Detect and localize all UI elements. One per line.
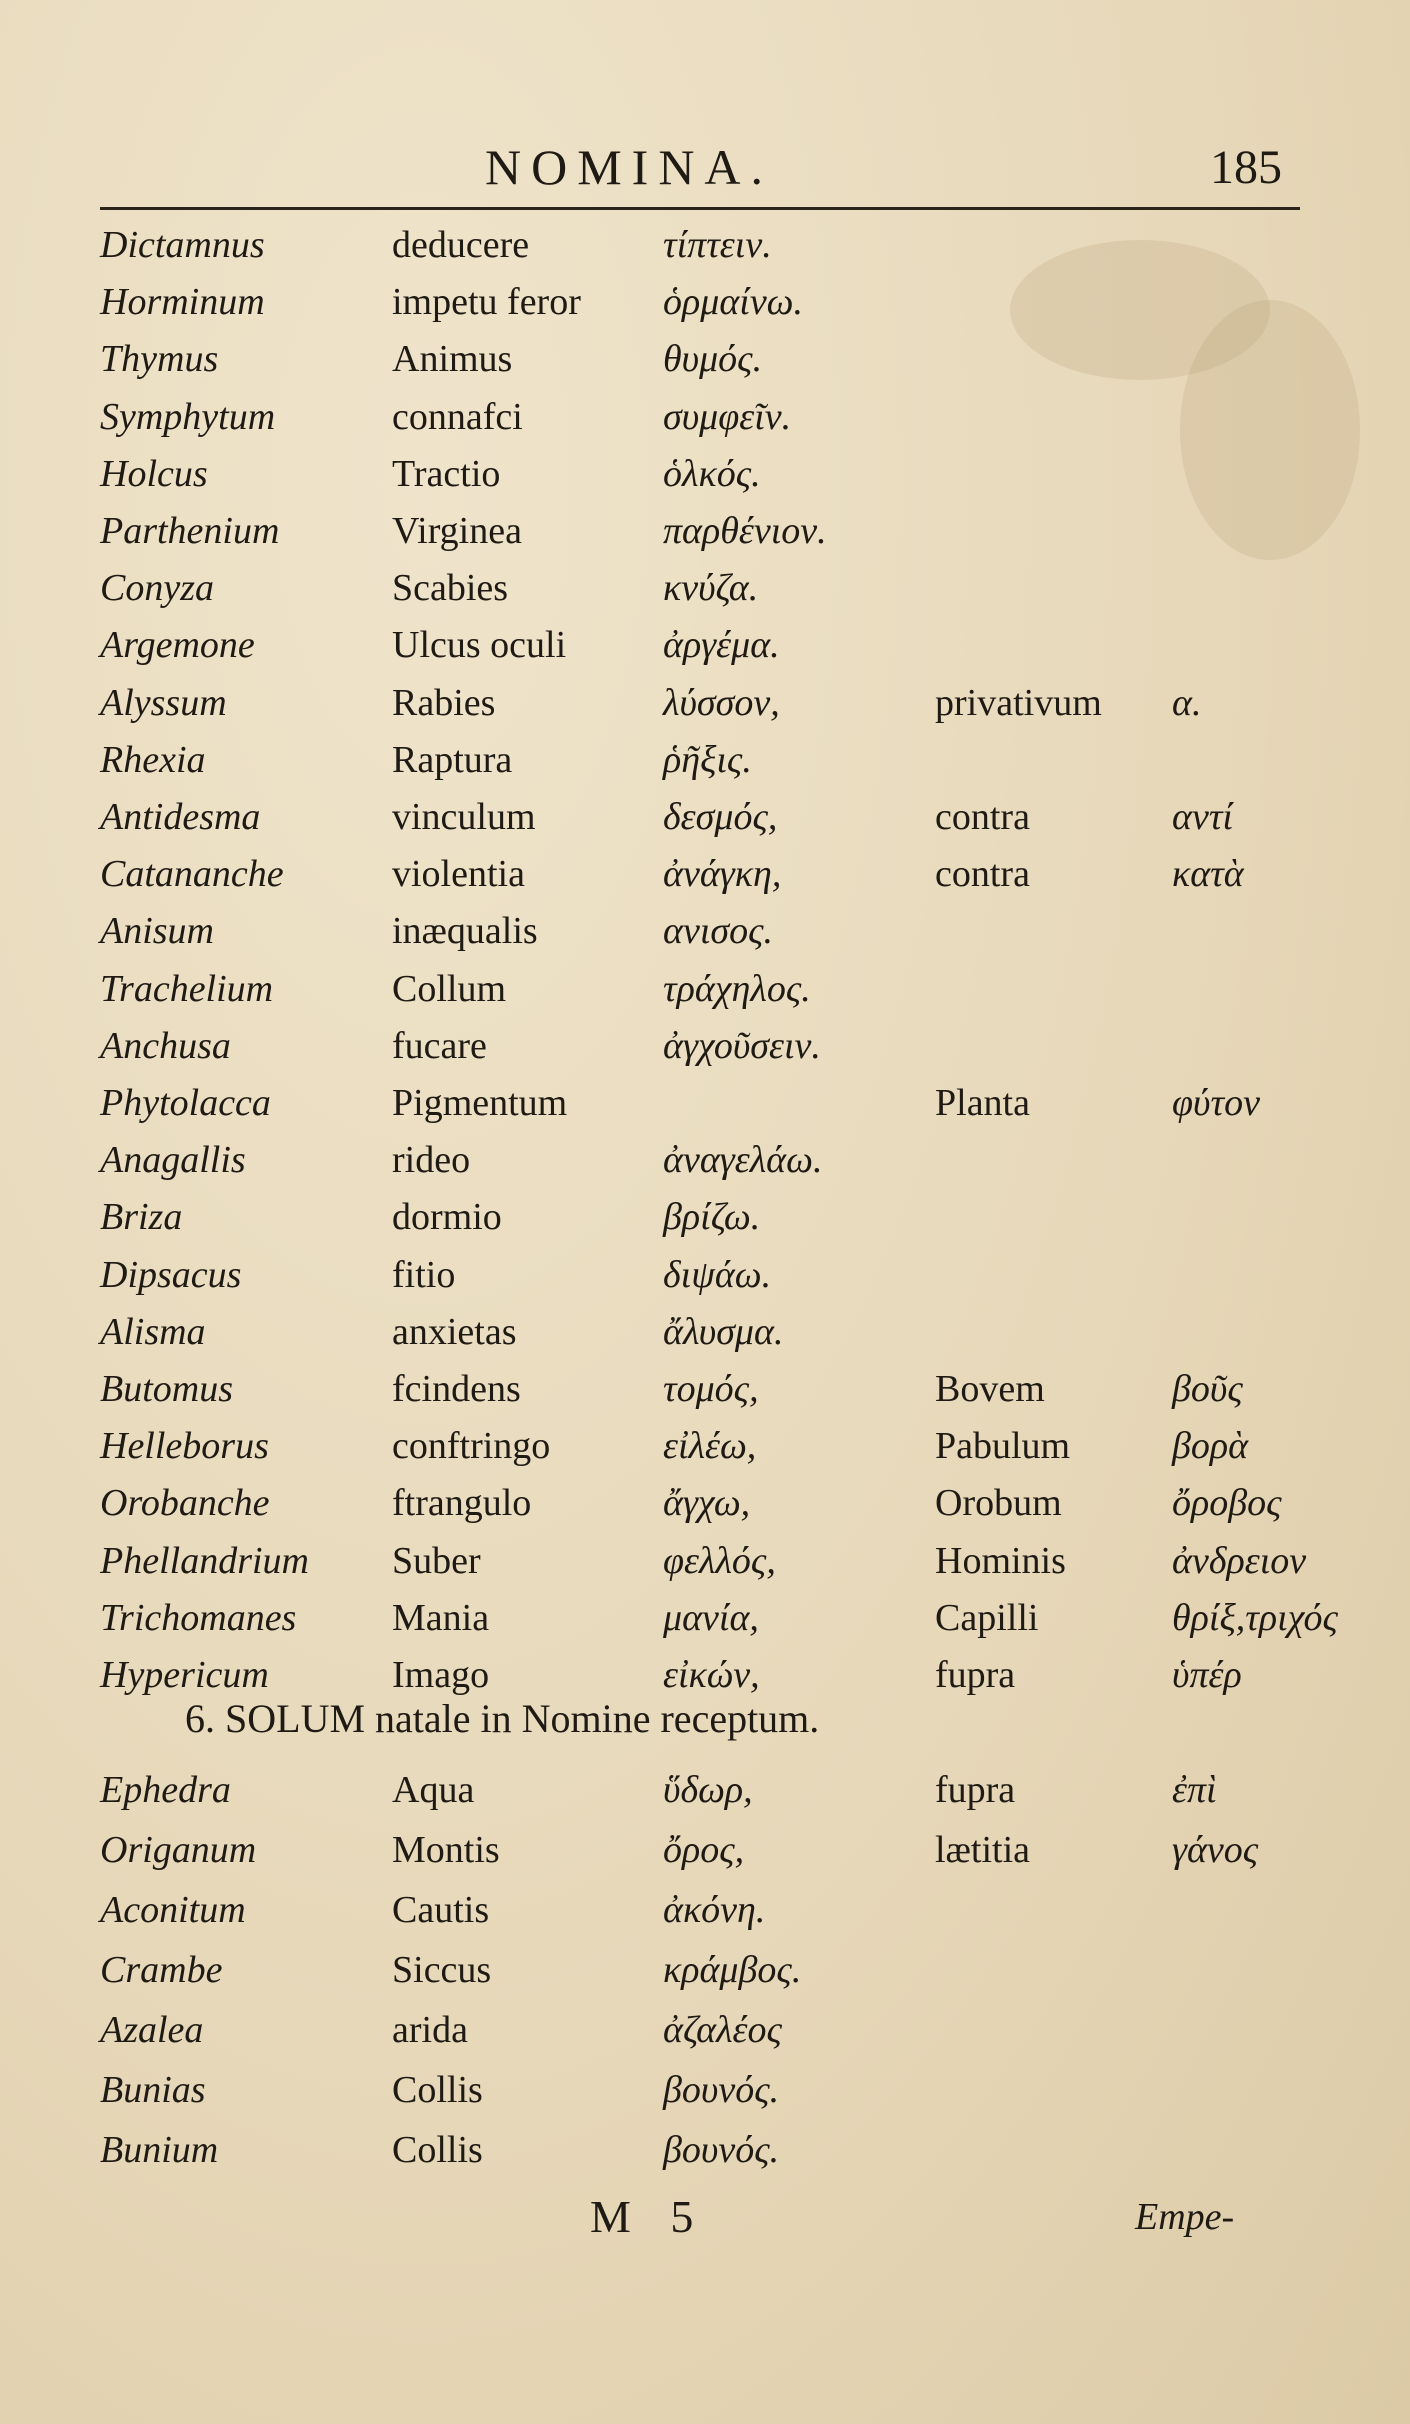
plant-name: Azalea — [100, 2009, 204, 2051]
table-row — [0, 1421, 1410, 1471]
latin-note: contra — [935, 853, 1030, 896]
greek-word: ανισος. — [663, 910, 774, 953]
plant-name: Thymus — [100, 338, 219, 381]
latin-meaning: anxietas — [392, 1310, 517, 1353]
latin-meaning: Collis — [392, 2069, 483, 2111]
plant-name: Dictamnus — [100, 224, 265, 266]
greek-word: ὄρος, — [663, 1829, 745, 1871]
latin-note: lætitia — [935, 1829, 1030, 1871]
latin-meaning: vinculum — [392, 796, 536, 838]
table-row — [0, 620, 1410, 670]
greek-word: λύσσον, — [663, 681, 780, 724]
latin-meaning: Raptura — [392, 738, 513, 781]
table-row — [0, 220, 1410, 270]
page-number: 185 — [1210, 141, 1282, 194]
latin-meaning: conftringo — [392, 1425, 551, 1468]
greek-word: ὕδωρ, — [663, 1769, 753, 1811]
greek-note: α. — [1172, 681, 1202, 724]
greek-word: δεσμός, — [663, 796, 778, 838]
greek-word: ἀναγελάω. — [663, 1139, 823, 1182]
latin-meaning: Cautis — [392, 1889, 490, 1931]
greek-word: παρθένιον. — [663, 510, 827, 552]
latin-meaning: Collum — [392, 967, 507, 1010]
plant-name: Conyza — [100, 567, 214, 610]
table-row — [0, 1250, 1410, 1300]
table-row — [0, 1945, 1410, 1995]
greek-note: ἐπὶ — [1172, 1769, 1217, 1811]
latin-note: Planta — [935, 1082, 1030, 1124]
greek-word: κράμβος. — [663, 1949, 802, 1991]
plant-name: Argemone — [100, 624, 255, 667]
plant-name: Parthenium — [100, 510, 280, 552]
latin-meaning: Virginea — [392, 510, 522, 552]
latin-note: Orobum — [935, 1482, 1062, 1525]
plant-name: Anchusa — [100, 1024, 231, 1067]
plant-name: Rhexia — [100, 738, 206, 781]
greek-note: ἀνδρειον — [1172, 1539, 1307, 1582]
plant-name: Alisma — [100, 1310, 206, 1353]
table-row — [0, 2065, 1410, 2115]
greek-word: τομός, — [663, 1368, 759, 1410]
plant-name: Bunias — [100, 2069, 206, 2111]
latin-meaning: arida — [392, 2009, 468, 2051]
greek-word: ὁλκός. — [663, 452, 761, 495]
greek-word: ἀργέμα. — [663, 624, 780, 667]
greek-note: φύτον — [1172, 1082, 1260, 1124]
table-row — [0, 277, 1410, 327]
latin-note: privativum — [935, 681, 1102, 724]
latin-meaning: Rabies — [392, 681, 496, 724]
greek-word: ἀγχοῦσειν. — [663, 1024, 821, 1067]
greek-word: ῥῆξις. — [663, 738, 752, 781]
latin-meaning: Animus — [392, 338, 513, 381]
latin-meaning: rideo — [392, 1139, 471, 1182]
plant-name: Bunium — [100, 2129, 219, 2171]
greek-note: θρίξ,τριχός — [1172, 1596, 1338, 1639]
greek-note: ὄροβος — [1172, 1482, 1282, 1525]
plant-name: Dipsacus — [100, 1253, 242, 1296]
table-row — [0, 1536, 1410, 1586]
latin-meaning: ftrangulo — [392, 1482, 532, 1525]
greek-word: βουνός. — [663, 2129, 780, 2171]
plant-name: Antidesma — [100, 796, 261, 838]
table-row — [0, 1825, 1410, 1875]
section-heading: 6. SOLUM natale in Nomine receptum. — [185, 1696, 820, 1741]
plant-name: Anagallis — [100, 1139, 246, 1182]
table-row — [0, 1364, 1410, 1414]
plant-name: Crambe — [100, 1949, 223, 1991]
latin-meaning: fcindens — [392, 1368, 521, 1410]
greek-word: ἀζαλέος — [663, 2009, 782, 2051]
greek-note: αντί — [1172, 796, 1233, 838]
table-row — [0, 2125, 1410, 2175]
greek-word: εἰλέω, — [663, 1425, 757, 1468]
plant-name: Phytolacca — [100, 1082, 271, 1124]
greek-note: ὑπέρ — [1172, 1654, 1242, 1696]
plant-name: Origanum — [100, 1829, 257, 1871]
table-row — [0, 1135, 1410, 1185]
greek-note: βορὰ — [1172, 1425, 1249, 1468]
table-row — [0, 2005, 1410, 2055]
greek-note: γάνος — [1172, 1829, 1259, 1871]
latin-meaning: Mania — [392, 1596, 490, 1639]
plant-name: Holcus — [100, 452, 208, 495]
latin-meaning: Aqua — [392, 1769, 475, 1811]
table-row — [0, 1593, 1410, 1643]
greek-word: φελλός, — [663, 1539, 776, 1582]
plant-name: Briza — [100, 1196, 183, 1239]
greek-word: θυμός. — [663, 338, 763, 381]
greek-note: κατὰ — [1172, 853, 1244, 896]
latin-meaning: connafci — [392, 395, 523, 438]
latin-meaning: deducere — [392, 224, 530, 266]
greek-word: ἀκόνη. — [663, 1889, 766, 1931]
greek-word: βρίζω. — [663, 1196, 761, 1239]
plant-name: Aconitum — [100, 1889, 246, 1931]
table-row — [0, 1192, 1410, 1242]
table-row — [0, 449, 1410, 499]
plant-name: Anisum — [100, 910, 214, 953]
table-row — [0, 735, 1410, 785]
table-row — [0, 563, 1410, 613]
latin-note: Capilli — [935, 1596, 1039, 1639]
table-row — [0, 1885, 1410, 1935]
table-row — [0, 1765, 1410, 1815]
latin-meaning: violentia — [392, 853, 525, 896]
latin-meaning: Suber — [392, 1539, 481, 1582]
plant-name: Trachelium — [100, 967, 274, 1010]
plant-name: Orobanche — [100, 1482, 270, 1525]
running-head: NOMINA. — [485, 139, 774, 195]
latin-meaning: Imago — [392, 1654, 490, 1696]
latin-note: contra — [935, 796, 1030, 838]
greek-note: βοῦς — [1172, 1368, 1243, 1410]
greek-word: ἄλυσμα. — [663, 1310, 784, 1353]
latin-meaning: Scabies — [392, 567, 509, 610]
table-row — [0, 1021, 1410, 1071]
latin-meaning: Pigmentum — [392, 1082, 568, 1124]
table-row — [0, 392, 1410, 442]
latin-meaning: Tractio — [392, 452, 501, 495]
plant-name: Catananche — [100, 853, 284, 896]
table-row — [0, 1650, 1410, 1700]
plant-name: Horminum — [100, 281, 265, 324]
latin-meaning: inæqualis — [392, 910, 538, 953]
header-rule — [100, 207, 1300, 210]
greek-word: ὁρμαίνω. — [663, 281, 804, 324]
latin-note: fupra — [935, 1654, 1016, 1696]
table-row — [0, 334, 1410, 384]
plant-name: Helleborus — [100, 1425, 269, 1468]
plant-name: Trichomanes — [100, 1596, 297, 1639]
greek-word: τράχηλος. — [663, 967, 811, 1010]
table-row — [0, 1078, 1410, 1128]
plant-name: Ephedra — [100, 1769, 231, 1811]
table-row — [0, 1478, 1410, 1528]
greek-word: εἰκών, — [663, 1654, 760, 1696]
latin-note: Pabulum — [935, 1425, 1071, 1468]
greek-word: συμφεῖν. — [663, 395, 792, 438]
plant-name: Alyssum — [100, 681, 227, 724]
greek-word: ἀνάγκη, — [663, 853, 782, 896]
plant-name: Phellandrium — [100, 1539, 309, 1582]
table-row — [0, 678, 1410, 728]
catchword: Empe- — [1135, 2196, 1235, 2238]
plant-name: Hypericum — [100, 1654, 269, 1696]
latin-meaning: fucare — [392, 1024, 487, 1067]
table-row — [0, 1307, 1410, 1357]
table-row — [0, 849, 1410, 899]
latin-note: Hominis — [935, 1539, 1066, 1582]
latin-note: fupra — [935, 1769, 1016, 1811]
latin-meaning: Ulcus oculi — [392, 624, 567, 667]
latin-meaning: Siccus — [392, 1949, 492, 1991]
table-row — [0, 792, 1410, 842]
latin-meaning: Collis — [392, 2129, 483, 2171]
plant-name: Butomus — [100, 1368, 233, 1410]
signature-mark: M 5 — [590, 2191, 708, 2242]
greek-word: ἄγχω, — [663, 1482, 751, 1525]
table-row — [0, 964, 1410, 1014]
latin-meaning: fitio — [392, 1253, 456, 1296]
table-row — [0, 906, 1410, 956]
greek-word: τίπτειν. — [663, 224, 772, 266]
greek-word: κνύζα. — [663, 567, 759, 610]
greek-word: βουνός. — [663, 2069, 780, 2111]
plant-name: Symphytum — [100, 395, 276, 438]
latin-meaning: dormio — [392, 1196, 502, 1239]
latin-note: Bovem — [935, 1368, 1045, 1410]
latin-meaning: Montis — [392, 1829, 500, 1871]
greek-word: μανία, — [663, 1596, 759, 1639]
table-row — [0, 506, 1410, 556]
greek-word: διψάω. — [663, 1253, 772, 1296]
latin-meaning: impetu feror — [392, 281, 581, 324]
